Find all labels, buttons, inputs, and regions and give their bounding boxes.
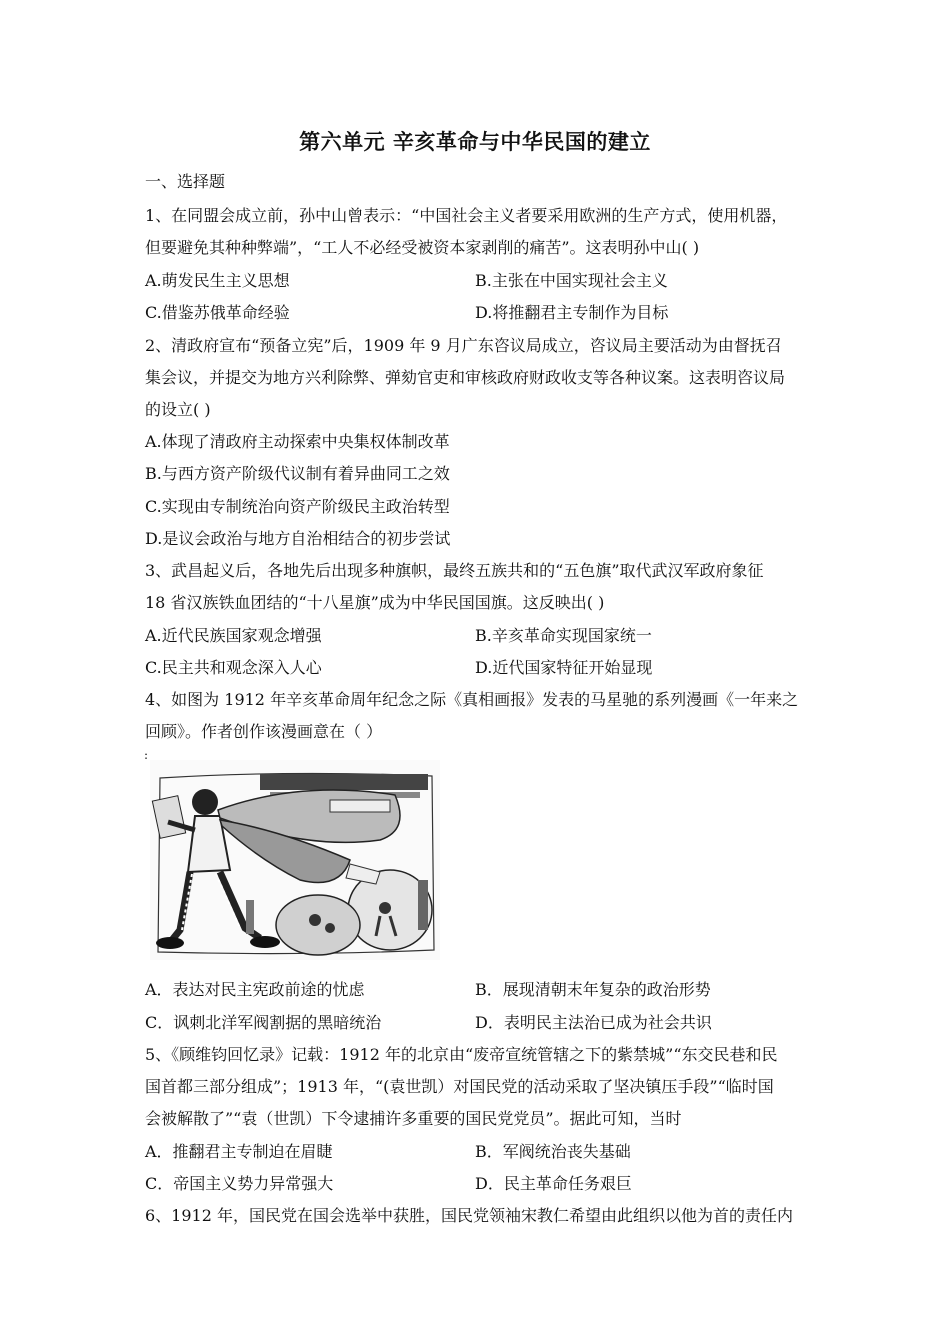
- option-c: C.实现由专制统治向资产阶级民主政治转型: [145, 497, 450, 516]
- page-title: 第六单元 辛亥革命与中华民国的建立: [299, 129, 651, 154]
- question-text-line: 2、清政府宣布“预备立宪”后，1909 年 9 月广东咨议局成立，咨议局主要活动为由督抚召: [145, 336, 782, 355]
- question-text-line: 1、在同盟会成立前，孙中山曾表示：“中国社会主义者要采用欧洲的生产方式，使用机器，: [145, 206, 788, 225]
- question-text-line: 回顾》。作者创作该漫画意在（ ）: [145, 722, 383, 741]
- question-text-line: 集会议，并提交为地方兴利除弊、弹劾官吏和审核政府财政收支等各种议案。这表明咨议局: [145, 368, 786, 387]
- option-b: B.辛亥革命实现国家统一: [475, 626, 652, 645]
- option-a: A．推翻君主专制迫在眉睫: [145, 1142, 333, 1161]
- option-b: B.与西方资产阶级代议制有着异曲同工之效: [145, 464, 450, 483]
- option-a: A.萌发民生主义思想: [145, 271, 290, 290]
- option-a: A.近代民族国家观念增强: [145, 626, 322, 645]
- section-heading: 一、选择题: [145, 172, 226, 191]
- question-text-line: 会被解散了”“袁（世凯）下令逮捕许多重要的国民党党员”。据此可知，当时: [145, 1109, 682, 1128]
- option-a: A．表达对民主宪政前途的忧虑: [145, 980, 365, 999]
- option-b: B.主张在中国实现社会主义: [475, 271, 668, 290]
- comic-illustration: [150, 760, 440, 960]
- option-d: D.近代国家特征开始显现: [475, 658, 653, 677]
- stray-mark: :: [144, 748, 149, 762]
- option-d: D．民主革命任务艰巨: [475, 1174, 632, 1193]
- option-d: D.是议会政治与地方自治相结合的初步尝试: [145, 529, 451, 548]
- question-text-line: 6、1912 年，国民党在国会选举中获胜，国民党领袖宋教仁希望由此组织以他为首的责任内: [145, 1206, 793, 1225]
- option-d: D．表明民主法治已成为社会共识: [475, 1013, 712, 1032]
- question-text-line: 5、《顾维钧回忆录》记载：1912 年的北京由“废帝宣统管辖之下的紫禁城”“东交民巷和民: [145, 1045, 778, 1064]
- option-c: C．讽刺北洋军阀割据的黑暗统治: [145, 1013, 382, 1032]
- option-b: B．军阀统治丧失基础: [475, 1142, 631, 1161]
- option-c: C.借鉴苏俄革命经验: [145, 303, 290, 322]
- option-b: B．展现清朝末年复杂的政治形势: [475, 980, 711, 999]
- question-text-line: 但要避免其种种弊端”，“工人不必经受被资本家剥削的痛苦”。这表明孙中山( ): [145, 238, 700, 257]
- question-text-line: 3、武昌起义后，各地先后出现多种旗帜，最终五族共和的“五色旗”取代武汉军政府象征: [145, 561, 764, 580]
- question-text-line: 4、如图为 1912 年辛亥革命周年纪念之际《真相画报》发表的马星驰的系列漫画《一年来之: [145, 690, 799, 709]
- option-a: A.体现了清政府主动探索中央集权体制改革: [145, 432, 450, 451]
- option-c: C．帝国主义势力异常强大: [145, 1174, 334, 1193]
- option-c: C.民主共和观念深入人心: [145, 658, 322, 677]
- question-text-line: 国首都三部分组成”；1913 年，“(袁世凯）对国民党的活动采取了坚决镇压手段”“临时国: [145, 1077, 774, 1096]
- question-text-line: 的设立( ): [145, 400, 211, 419]
- option-d: D.将推翻君主专制作为目标: [475, 303, 669, 322]
- question-text-line: 18 省汉族铁血团结的“十八星旗”成为中华民国国旗。这反映出( ): [145, 593, 605, 612]
